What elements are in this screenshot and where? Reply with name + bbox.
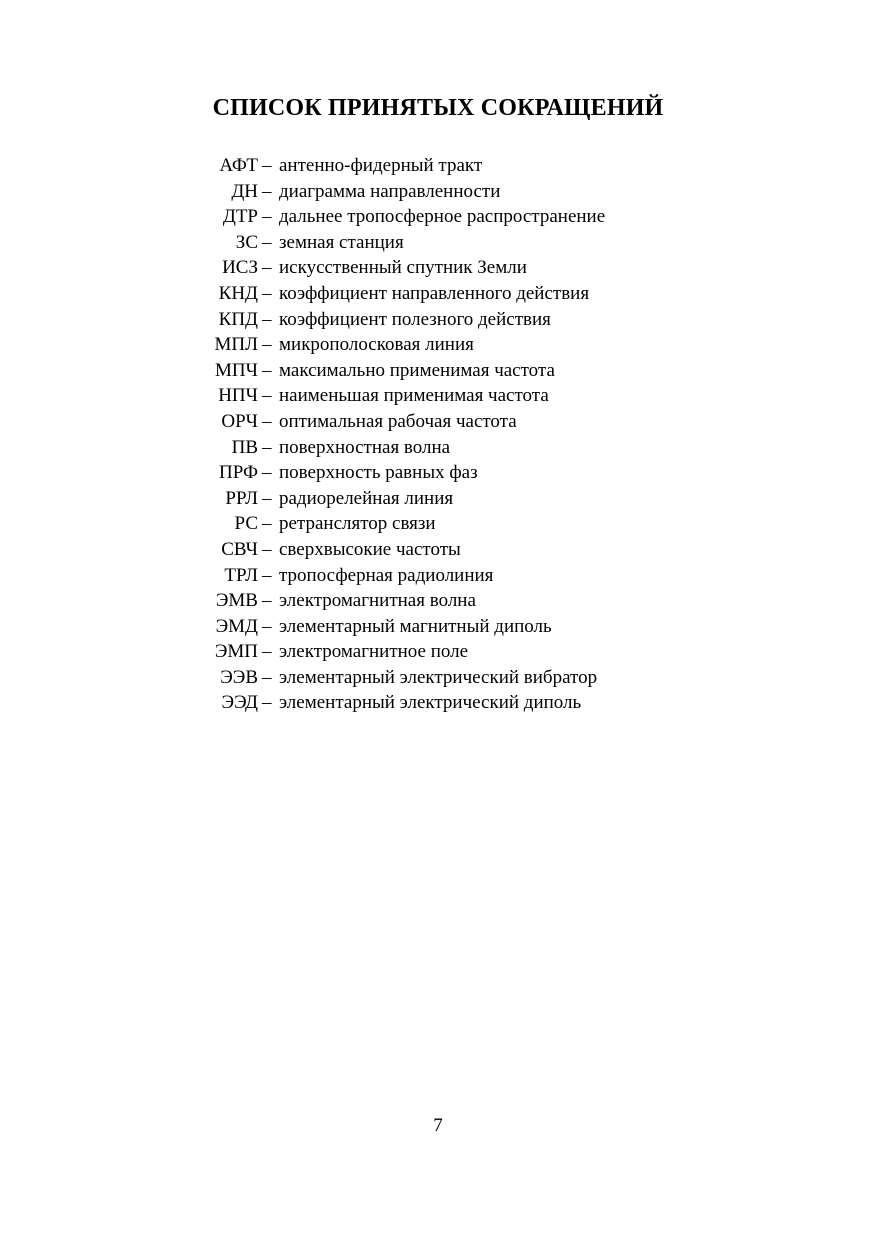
abbreviation-definition: радиорелейная линия [279, 487, 454, 509]
abbreviation-separator: – [262, 513, 272, 535]
abbreviation-definition: электромагнитное поле [279, 641, 469, 663]
abbreviation-definition: поверхностная волна [279, 436, 451, 458]
abbreviation-row [0, 179, 876, 205]
abbreviation-separator: – [262, 180, 272, 202]
abbreviation-separator: – [262, 308, 272, 330]
abbreviation-definition: элементарный электрический вибратор [279, 666, 598, 688]
abbreviation-term: ЭМП [214, 641, 258, 663]
abbreviation-row [0, 230, 876, 256]
abbreviation-term: ПВ [231, 436, 258, 458]
abbreviation-term: РС [234, 513, 258, 535]
abbreviation-row [0, 255, 876, 281]
abbreviation-row [0, 307, 876, 333]
abbreviation-definition: тропосферная радиолиния [279, 564, 494, 586]
abbreviation-separator: – [262, 564, 272, 586]
abbreviation-term: ЭЭВ [220, 666, 258, 688]
abbreviation-definition: максимально применимая частота [279, 359, 555, 381]
abbreviation-row [0, 153, 876, 179]
abbreviation-term: ЭЭД [221, 692, 258, 714]
abbreviation-definition: земная станция [279, 231, 404, 253]
abbreviation-definition: электромагнитная волна [279, 590, 476, 612]
abbreviation-row [0, 409, 876, 435]
abbreviation-row [0, 281, 876, 307]
abbreviation-term: НПЧ [218, 385, 258, 407]
abbreviation-term: ЗС [235, 231, 258, 253]
abbreviation-term: ТРЛ [224, 564, 258, 586]
abbreviation-definition: ретранслятор связи [279, 513, 436, 535]
abbreviation-definition: сверхвысокие частоты [279, 538, 461, 560]
abbreviation-definition: искусственный спутник Земли [279, 257, 527, 279]
abbreviation-row [0, 358, 876, 384]
abbreviation-term: ОРЧ [221, 410, 258, 432]
abbreviation-row [0, 460, 876, 486]
page-title: СПИСОК ПРИНЯТЫХ СОКРАЩЕНИЙ [212, 95, 664, 121]
abbreviation-row [0, 435, 876, 461]
abbreviation-separator: – [262, 334, 272, 356]
abbreviation-separator: – [262, 666, 272, 688]
abbreviation-row [0, 332, 876, 358]
abbreviation-separator: – [262, 282, 272, 304]
abbreviation-definition: элементарный магнитный диполь [279, 615, 552, 637]
abbreviation-definition: коэффициент полезного действия [279, 308, 551, 330]
abbreviation-definition: поверхность равных фаз [279, 462, 478, 484]
abbreviation-list [0, 153, 876, 716]
abbreviation-definition: элементарный электрический диполь [279, 692, 582, 714]
abbreviation-separator: – [262, 462, 272, 484]
abbreviation-term: ДТР [222, 206, 258, 228]
page-number: 7 [433, 1115, 443, 1136]
abbreviation-separator: – [262, 615, 272, 637]
abbreviation-definition: микрополосковая линия [279, 334, 474, 356]
abbreviation-row [0, 639, 876, 665]
abbreviation-term: МПЧ [215, 359, 258, 381]
abbreviation-term: РРЛ [225, 487, 258, 509]
abbreviation-definition: диаграмма направленности [279, 180, 501, 202]
abbreviation-separator: – [262, 641, 272, 663]
abbreviation-separator: – [262, 590, 272, 612]
abbreviation-separator: – [262, 487, 272, 509]
abbreviation-separator: – [262, 692, 272, 714]
abbreviation-term: ИСЗ [222, 257, 258, 279]
abbreviation-separator: – [262, 436, 272, 458]
abbreviation-row [0, 486, 876, 512]
abbreviation-separator: – [262, 359, 272, 381]
abbreviation-row [0, 511, 876, 537]
abbreviation-row [0, 665, 876, 691]
abbreviation-term: ДН [231, 180, 258, 202]
abbreviation-separator: – [262, 410, 272, 432]
abbreviation-row [0, 537, 876, 563]
abbreviation-term: МПЛ [214, 334, 258, 356]
abbreviation-row [0, 690, 876, 716]
abbreviation-term: КНД [218, 282, 258, 304]
abbreviation-separator: – [262, 231, 272, 253]
abbreviation-row [0, 383, 876, 409]
abbreviation-separator: – [262, 206, 272, 228]
abbreviation-row [0, 588, 876, 614]
abbreviation-row [0, 614, 876, 640]
abbreviation-definition: антенно-фидерный тракт [279, 155, 483, 176]
abbreviation-separator: – [262, 538, 272, 560]
abbreviation-definition: дальнее тропосферное распространение [279, 206, 606, 228]
abbreviation-term: СВЧ [221, 538, 258, 560]
abbreviation-separator: – [262, 257, 272, 279]
abbreviation-row [0, 204, 876, 230]
abbreviation-separator: – [262, 155, 272, 176]
abbreviation-term: ЭМД [215, 615, 258, 637]
abbreviation-row [0, 563, 876, 589]
abbreviation-term: ПРФ [219, 462, 258, 484]
abbreviation-separator: – [262, 385, 272, 407]
abbreviation-definition: оптимальная рабочая частота [279, 410, 517, 432]
abbreviation-term: ЭМВ [215, 590, 258, 612]
abbreviation-definition: коэффициент направленного действия [279, 282, 590, 304]
abbreviation-term: КПД [218, 308, 258, 330]
abbreviation-definition: наименьшая применимая частота [279, 385, 549, 407]
abbreviation-term: АФТ [219, 155, 258, 176]
